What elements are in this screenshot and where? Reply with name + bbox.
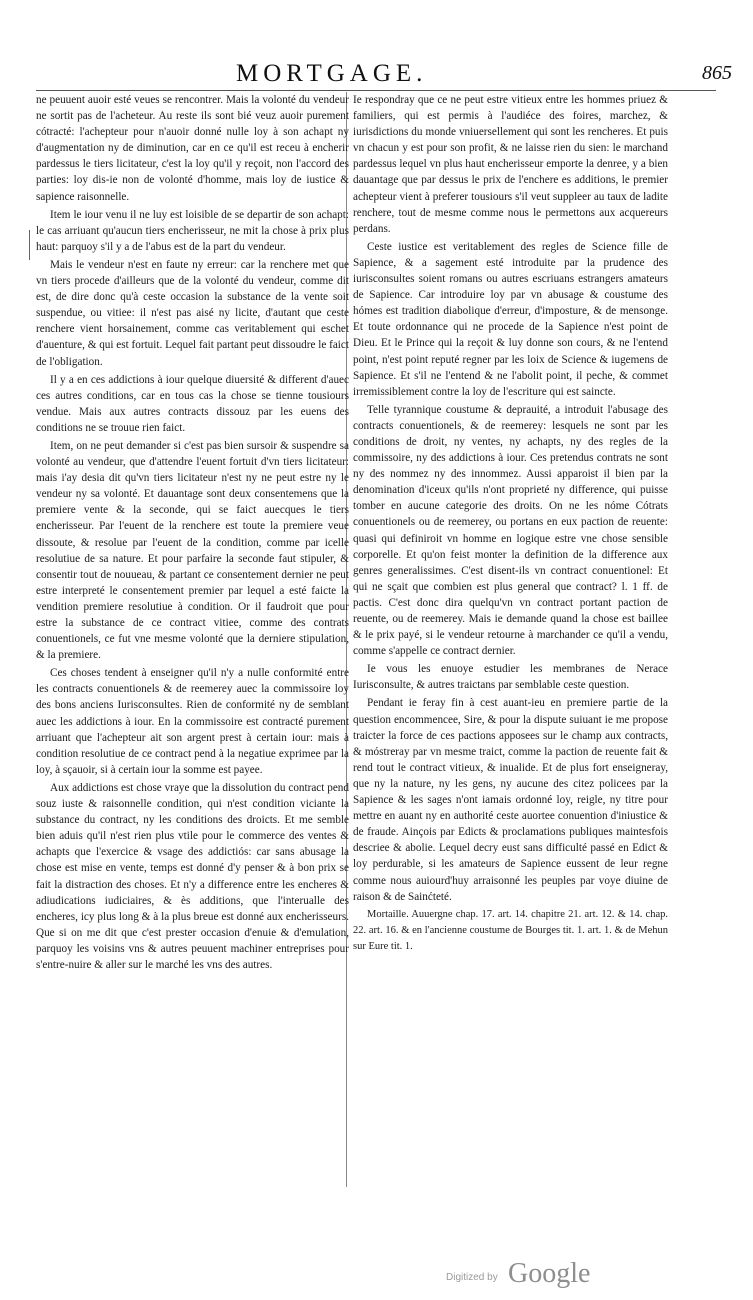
page-number: 865 <box>702 62 732 84</box>
paragraph: Ces choses tendent à enseigner qu'il n'y a nulle conformité entre les contracts conuentionels & de reemerey auec la commissoire loy des bons anciens Iurisconsultes. Rien de conformité ny de semblant auec les addictions à iour. En la commissoire est contracté purement arriuant que l'achepteur ait son argent prest à certain iour: mais à condition resolutiue de ce contract pend à la negatiue exprimee par la loy, à sçauoir, si à certain iour la somme est payee. <box>36 667 349 776</box>
paragraph: Item le iour venu il ne luy est loisible de se departir de son achapt: le cas arriuant qu'aucun tiers encherisseur, ne mit la chose à prix plus haut: parquoy s'il y a de l'abus est de la part du vendeur. <box>36 208 349 253</box>
digitized-by-text: Digitized by <box>446 1272 498 1283</box>
right-column <box>353 92 668 957</box>
paragraph: Il y a en ces addictions à iour quelque diuersité & different d'auec ces autres conditions, car en tous cas la chose se tienne tousiours vendue. Mais aux autres contracts dissouz par les euens des conditions ne se trouue rien faict. <box>36 373 349 434</box>
paragraph: Mais le vendeur n'est en faute ny erreur: car la renchere met que vn tiers procede d'ailleurs que de la volonté du vendeur, comme dit est, de dire donc qu'à ceste occasion la substance de la vente soit suspendue, ou vitiee: il n'est pas aisé ny licite, d'autant que ceste renchere vient horsainement, comme cas veritablement qui eschet d'auenture, & qui est fortuit. Lequel fait partant peut dissoudre le faict de l'obligation. <box>36 258 349 368</box>
margin-mark <box>29 230 30 260</box>
google-logo: Google <box>508 1258 591 1289</box>
running-head: MORTGAGE. <box>236 60 428 87</box>
header-rule <box>36 90 716 91</box>
page-header <box>0 60 753 90</box>
paragraph: ne peuuent auoir esté veues se rencontrer. Mais la volonté du vendeur ne sortit pas de l'acheteur. Au reste ils sont bié veuz auoir purement cótracté: l'achepteur pour n'auoir donné nulle loy à son achapt ny d'augmentation ny de diminution, car en ce qu'il est receu à encherir pardessus le tiers licitateur, c'est la loy qu'il y reçoit, non l'accord des parties: loy dis-ie non de volonté d'homme, mais loy de iustice & sapience raisonnelle. <box>36 94 349 203</box>
paragraph: Ceste iustice est veritablement des regles de Science fille de Sapience, & a sagement esté introduite par la prudence des iurisconsultes soient romans ou autres escriuans estrangers amateurs de Sapience. Car introduire loy par vn abusage & coustume des hómes est tradition diabolique d'erreur, d'imposture, & de mensonge. Et toute ordonnance qui ne procede de la Sapience n'est point de Dieu. Et le Prince qui la reçoit & luy donne son cours, & ne l'entend point, n'est point reputé regner par les loix de Science & iugemens de Sapience. Et s'il ne l'entend & ne l'abolit point, il peche, & commet irremissiblement contre la loy de l'escriture qui est saincte. <box>353 240 668 398</box>
paragraph: Aux addictions est chose vraye que la dissolution du contract pend souz iuste & raisonnelle condition, qui n'est condition viciante la substance du contract, ny les conditions des droicts. Et me semble bien aduis qu'il n'est rien plus vtile pour le commerce des ventes & achapts que l'exercice & vsage des addictiós: car sans abusage la chose est mise en vente, temps est donné d'y penser & à bon prix se fait la distraction des choses. Et n'y a difference entre les encheres & adiudications iudiciaires, & ès additions, que l'interualle des encheres, icy plus long & à la plus breue est donné aux encherisseurs. Que si on me dit que c'est prester occasion d'enuie & d'emulation, parquoy les voisins vns & autres peuuent machiner entreprises pour s'entre-nuire & aller sur le marché les vns des autres. <box>36 781 349 971</box>
paragraph: Item, on ne peut demander si c'est pas bien sursoir & suspendre sa volonté au vendeur, que d'attendre l'euent fortuit d'vn tiers licitateur: mais i'ay desia dit qu'vn tiers licitateur n'est ny ne peut estre ny le vendeur ny sa volonté. Et dauantage sont deux consentemens que la premiere vente & la seconde, qui se faict auecques le tiers encherisseur. Par l'euent de la renchere est toute la premiere veue dissoute, & resolue par l'euent de la condition, comme par icelle resolutiue de sa nature. Et pour parfaire la seconde faut stipuler, & consentir tout de nouueau, & partant ce consentement dernier ne peut estre interpreté le consentement premier par lequel a esté faicte la vendition premiere resolutiue à condition. Or il faudroit que pour estre la substance de ce contract vitiee, comme des contrats conuentionels, ce fut vne mesme volonté que la derniere stipulation, & la premiere. <box>36 439 349 662</box>
paragraph: Ie respondray que ce ne peut estre vitieux entre les hommes priuez & familiers, qui est permis à l'audiéce des foires, marchez, & iurisdictions du monde vniuersellement qui sont les rencheres. Et puis vn chacun y est pour son profit, & ne laisse rien du sien: le marchand pardessus lequel vn plus haut encherisseur emporte la denree, y a bien dauantage que par dessus le prix de l'enchere es additions, le premier achepteur vient à preferer tousiours s'il veut suppleer au taux de ladite renchere, tout de mesme comme nous le permettons aux acquereurs perdans. <box>353 94 668 235</box>
paragraph: Ie vous les enuoye estudier les membranes de Nerace Iurisconsulte, & autres traictans par semblable ceste question. <box>353 663 668 692</box>
digitization-watermark <box>440 1258 670 1288</box>
citation-note: Mortaille. Auuergne chap. 17. art. 14. chapitre 21. art. 12. & 14. chap. 22. art. 16. & en l'ancienne coustume de Bourges tit. 1. art. 1. & de Mehun sur Eure tit. 1. <box>353 908 668 952</box>
left-column <box>36 92 349 975</box>
paragraph: Pendant ie feray fin à cest auant-ieu en premiere partie de la question encommencee, Sire, & pour la dispute suiuant ie me propose traicter la force de ces pactions apposees sur le champ aux contracts, & móstreray par vn mesme traict, comme la paction de reuente fait & rend tout le contract vitieux, & inualide. Et de plus fort enseigneray, que ny la nature, ny les gens, ny aucune des citez policees par la Sapience & les sages n'ont iamais ordonné loy, reigle, ny titre pour mettre en auant ny en authorité ceste auortee conuention d'iniustice & de fraude. Ainçois par Edicts & proclamations publiques maintesfois descriee & abolie. Lequel decry eust sans difficulté passé en Edict & loy perdurable, si les amateurs de Sapience eussent de leur regne comme nous auiourd'huy arraisonné les peuples par voye diuine de raison & de Sainćteté. <box>353 697 668 903</box>
paragraph: Telle tyrannique coustume & deprauité, a introduit l'abusage des contracts conuentionels, & de reemerey: lesquels ne sont par les conditions de droit, ny ventes, ny achapts, ny des regles de la commissoire, ny des addictions à iour. Ces pretendus contrats ne sont ny des nommez ny des innommez. Aussi apparoist il bien par la denomination d'iceux qu'ils n'ont proprieté ny difference, qui puisse tomber en aucune categorie des droits. On ne les nóme Cótrats conuentionels ou de reemerey, ou portans en eux paction de reuente: quasi qui definiroit vn homme en logique estre vne chose sensible corporelle. Et qu'on feist monter la definition de la difference aux genres generalissimes. C'est disent-ils vn contract conuentionel: Et qui ne sçait que combien est plus general que contract? l. 1 ff. de pactis. C'est donc dira quelqu'vn vn contract portant paction de reuente, ou de reemerey. Mais ie demande quand la chose est baillee & le prix payé, si le vendeur retourne à marchander ce qu'il a vendu, comme s'appelle ce contract dernier. <box>353 403 668 658</box>
